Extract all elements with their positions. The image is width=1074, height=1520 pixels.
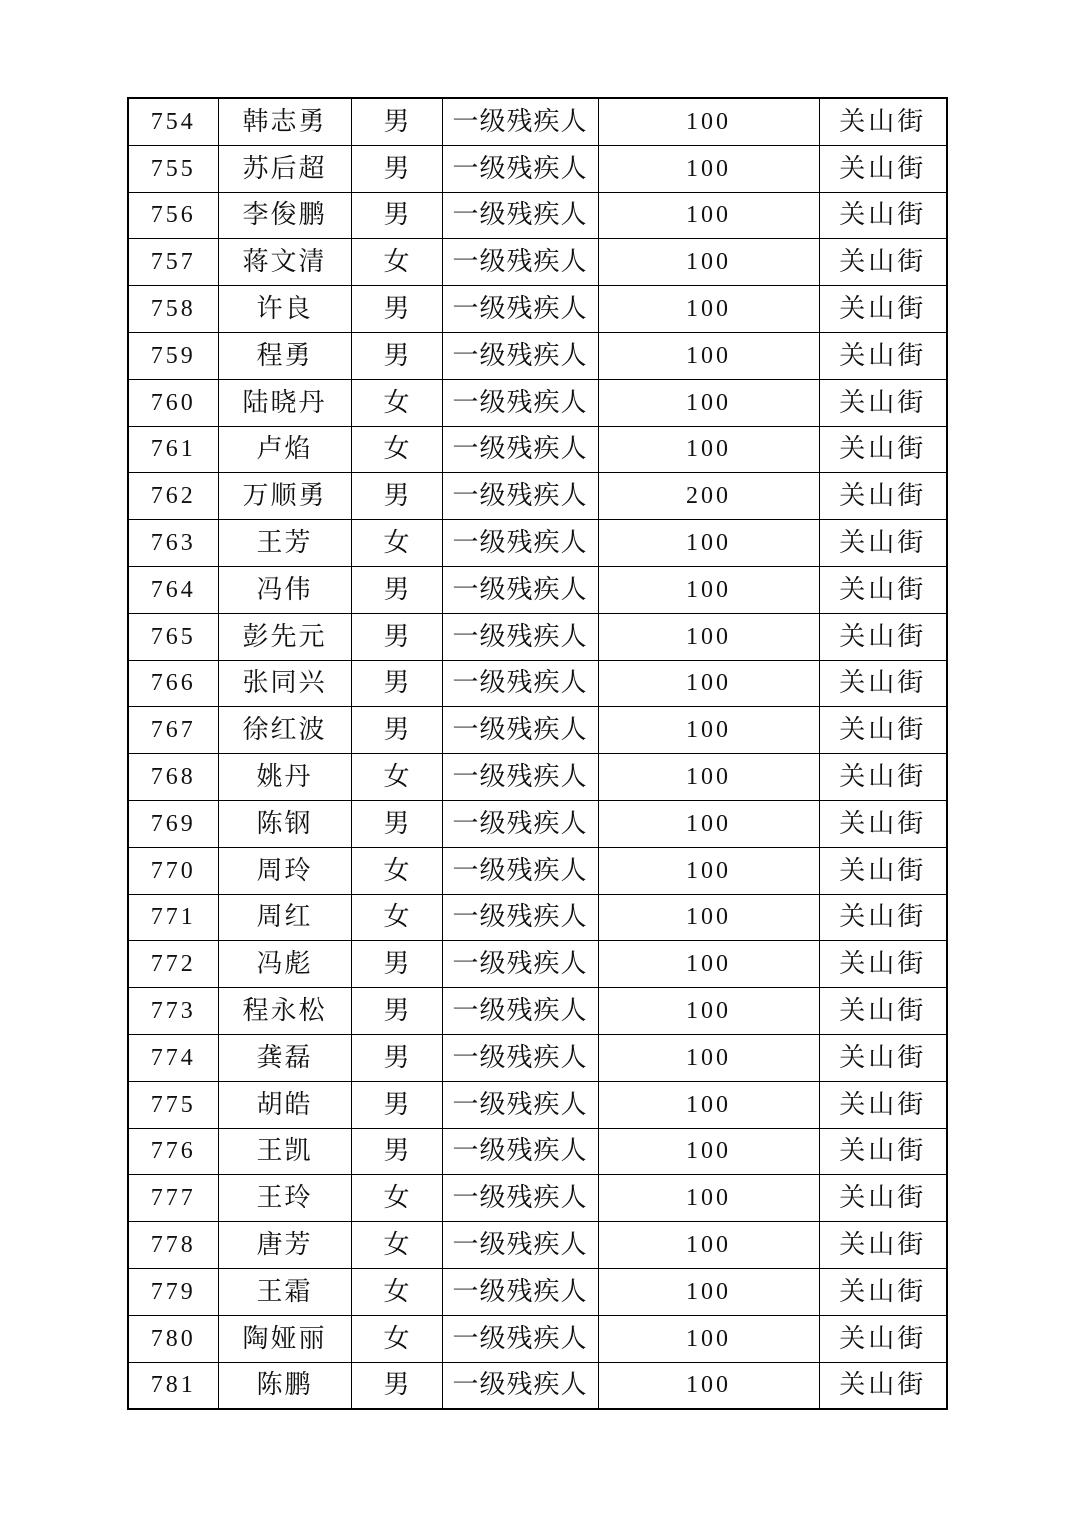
street-cell: 关山街 bbox=[819, 332, 947, 379]
table-row bbox=[128, 473, 947, 520]
street-cell: 关山街 bbox=[819, 988, 947, 1035]
name-cell: 程永松 bbox=[218, 988, 351, 1035]
street-cell: 关山街 bbox=[819, 145, 947, 192]
amount-cell: 100 bbox=[598, 660, 819, 707]
amount-cell: 100 bbox=[598, 1362, 819, 1409]
name-cell: 陈钢 bbox=[218, 800, 351, 847]
table-row bbox=[128, 1362, 947, 1409]
gender-cell: 男 bbox=[351, 1081, 442, 1128]
gender-cell: 女 bbox=[351, 379, 442, 426]
amount-cell: 100 bbox=[598, 1268, 819, 1315]
amount-cell: 100 bbox=[598, 1175, 819, 1222]
street-cell: 关山街 bbox=[819, 379, 947, 426]
table-row bbox=[128, 847, 947, 894]
gender-cell: 男 bbox=[351, 707, 442, 754]
amount-cell: 100 bbox=[598, 192, 819, 239]
gender-cell: 男 bbox=[351, 145, 442, 192]
row-number-cell: 781 bbox=[128, 1362, 218, 1409]
amount-cell: 100 bbox=[598, 1222, 819, 1269]
category-cell: 一级残疾人 bbox=[442, 566, 598, 613]
name-cell: 程勇 bbox=[218, 332, 351, 379]
street-cell: 关山街 bbox=[819, 473, 947, 520]
table-row bbox=[128, 613, 947, 660]
name-cell: 王霜 bbox=[218, 1268, 351, 1315]
name-cell: 王凯 bbox=[218, 1128, 351, 1175]
row-number-cell: 762 bbox=[128, 473, 218, 520]
gender-cell: 女 bbox=[351, 847, 442, 894]
table-row bbox=[128, 426, 947, 473]
name-cell: 冯伟 bbox=[218, 566, 351, 613]
street-cell: 关山街 bbox=[819, 1128, 947, 1175]
table-row bbox=[128, 1081, 947, 1128]
category-cell: 一级残疾人 bbox=[442, 988, 598, 1035]
table-row bbox=[128, 192, 947, 239]
name-cell: 韩志勇 bbox=[218, 98, 351, 145]
recipient-table bbox=[127, 97, 948, 1410]
row-number-cell: 773 bbox=[128, 988, 218, 1035]
row-number-cell: 779 bbox=[128, 1268, 218, 1315]
name-cell: 胡皓 bbox=[218, 1081, 351, 1128]
amount-cell: 100 bbox=[598, 847, 819, 894]
amount-cell: 100 bbox=[598, 754, 819, 801]
category-cell: 一级残疾人 bbox=[442, 98, 598, 145]
category-cell: 一级残疾人 bbox=[442, 800, 598, 847]
amount-cell: 100 bbox=[598, 145, 819, 192]
table-row bbox=[128, 1222, 947, 1269]
street-cell: 关山街 bbox=[819, 239, 947, 286]
name-cell: 陶娅丽 bbox=[218, 1315, 351, 1362]
street-cell: 关山街 bbox=[819, 1268, 947, 1315]
gender-cell: 女 bbox=[351, 1268, 442, 1315]
row-number-cell: 777 bbox=[128, 1175, 218, 1222]
row-number-cell: 757 bbox=[128, 239, 218, 286]
street-cell: 关山街 bbox=[819, 894, 947, 941]
table-row bbox=[128, 145, 947, 192]
row-number-cell: 764 bbox=[128, 566, 218, 613]
table-row bbox=[128, 941, 947, 988]
category-cell: 一级残疾人 bbox=[442, 379, 598, 426]
amount-cell: 100 bbox=[598, 941, 819, 988]
street-cell: 关山街 bbox=[819, 800, 947, 847]
category-cell: 一级残疾人 bbox=[442, 660, 598, 707]
street-cell: 关山街 bbox=[819, 566, 947, 613]
amount-cell: 100 bbox=[598, 286, 819, 333]
gender-cell: 男 bbox=[351, 613, 442, 660]
category-cell: 一级残疾人 bbox=[442, 613, 598, 660]
category-cell: 一级残疾人 bbox=[442, 707, 598, 754]
row-number-cell: 763 bbox=[128, 520, 218, 567]
table-row bbox=[128, 894, 947, 941]
gender-cell: 女 bbox=[351, 426, 442, 473]
street-cell: 关山街 bbox=[819, 520, 947, 567]
category-cell: 一级残疾人 bbox=[442, 754, 598, 801]
gender-cell: 男 bbox=[351, 473, 442, 520]
amount-cell: 200 bbox=[598, 473, 819, 520]
gender-cell: 女 bbox=[351, 894, 442, 941]
table-row bbox=[128, 1175, 947, 1222]
name-cell: 陆晓丹 bbox=[218, 379, 351, 426]
name-cell: 彭先元 bbox=[218, 613, 351, 660]
name-cell: 许良 bbox=[218, 286, 351, 333]
table-row bbox=[128, 1128, 947, 1175]
category-cell: 一级残疾人 bbox=[442, 1268, 598, 1315]
street-cell: 关山街 bbox=[819, 1175, 947, 1222]
street-cell: 关山街 bbox=[819, 1315, 947, 1362]
name-cell: 徐红波 bbox=[218, 707, 351, 754]
table-row bbox=[128, 520, 947, 567]
amount-cell: 100 bbox=[598, 1128, 819, 1175]
amount-cell: 100 bbox=[598, 894, 819, 941]
row-number-cell: 769 bbox=[128, 800, 218, 847]
name-cell: 周红 bbox=[218, 894, 351, 941]
row-number-cell: 780 bbox=[128, 1315, 218, 1362]
gender-cell: 男 bbox=[351, 286, 442, 333]
gender-cell: 男 bbox=[351, 988, 442, 1035]
name-cell: 龚磊 bbox=[218, 1034, 351, 1081]
table-row bbox=[128, 239, 947, 286]
gender-cell: 男 bbox=[351, 1128, 442, 1175]
row-number-cell: 767 bbox=[128, 707, 218, 754]
row-number-cell: 774 bbox=[128, 1034, 218, 1081]
table-row bbox=[128, 754, 947, 801]
gender-cell: 男 bbox=[351, 1362, 442, 1409]
amount-cell: 100 bbox=[598, 332, 819, 379]
name-cell: 周玲 bbox=[218, 847, 351, 894]
amount-cell: 100 bbox=[598, 800, 819, 847]
street-cell: 关山街 bbox=[819, 613, 947, 660]
name-cell: 姚丹 bbox=[218, 754, 351, 801]
street-cell: 关山街 bbox=[819, 1034, 947, 1081]
gender-cell: 男 bbox=[351, 192, 442, 239]
row-number-cell: 756 bbox=[128, 192, 218, 239]
name-cell: 蒋文清 bbox=[218, 239, 351, 286]
street-cell: 关山街 bbox=[819, 754, 947, 801]
category-cell: 一级残疾人 bbox=[442, 894, 598, 941]
row-number-cell: 754 bbox=[128, 98, 218, 145]
table-row bbox=[128, 332, 947, 379]
category-cell: 一级残疾人 bbox=[442, 941, 598, 988]
street-cell: 关山街 bbox=[819, 941, 947, 988]
table-body bbox=[128, 98, 947, 1409]
category-cell: 一级残疾人 bbox=[442, 520, 598, 567]
row-number-cell: 778 bbox=[128, 1222, 218, 1269]
gender-cell: 男 bbox=[351, 1034, 442, 1081]
amount-cell: 100 bbox=[598, 379, 819, 426]
table-row bbox=[128, 98, 947, 145]
street-cell: 关山街 bbox=[819, 707, 947, 754]
gender-cell: 女 bbox=[351, 239, 442, 286]
table-row bbox=[128, 1034, 947, 1081]
table-row bbox=[128, 800, 947, 847]
category-cell: 一级残疾人 bbox=[442, 1175, 598, 1222]
gender-cell: 男 bbox=[351, 941, 442, 988]
row-number-cell: 765 bbox=[128, 613, 218, 660]
gender-cell: 男 bbox=[351, 332, 442, 379]
table-row bbox=[128, 988, 947, 1035]
name-cell: 卢焰 bbox=[218, 426, 351, 473]
amount-cell: 100 bbox=[598, 988, 819, 1035]
category-cell: 一级残疾人 bbox=[442, 239, 598, 286]
name-cell: 冯彪 bbox=[218, 941, 351, 988]
row-number-cell: 760 bbox=[128, 379, 218, 426]
category-cell: 一级残疾人 bbox=[442, 1362, 598, 1409]
amount-cell: 100 bbox=[598, 1081, 819, 1128]
table-row bbox=[128, 1268, 947, 1315]
category-cell: 一级残疾人 bbox=[442, 1222, 598, 1269]
street-cell: 关山街 bbox=[819, 1362, 947, 1409]
amount-cell: 100 bbox=[598, 98, 819, 145]
name-cell: 苏后超 bbox=[218, 145, 351, 192]
gender-cell: 女 bbox=[351, 520, 442, 567]
category-cell: 一级残疾人 bbox=[442, 1034, 598, 1081]
category-cell: 一级残疾人 bbox=[442, 286, 598, 333]
gender-cell: 女 bbox=[351, 1315, 442, 1362]
street-cell: 关山街 bbox=[819, 847, 947, 894]
street-cell: 关山街 bbox=[819, 426, 947, 473]
row-number-cell: 768 bbox=[128, 754, 218, 801]
street-cell: 关山街 bbox=[819, 286, 947, 333]
category-cell: 一级残疾人 bbox=[442, 332, 598, 379]
street-cell: 关山街 bbox=[819, 98, 947, 145]
gender-cell: 男 bbox=[351, 98, 442, 145]
name-cell: 万顺勇 bbox=[218, 473, 351, 520]
gender-cell: 男 bbox=[351, 660, 442, 707]
amount-cell: 100 bbox=[598, 1315, 819, 1362]
row-number-cell: 772 bbox=[128, 941, 218, 988]
row-number-cell: 775 bbox=[128, 1081, 218, 1128]
table-row bbox=[128, 566, 947, 613]
name-cell: 李俊鹏 bbox=[218, 192, 351, 239]
gender-cell: 女 bbox=[351, 754, 442, 801]
street-cell: 关山街 bbox=[819, 192, 947, 239]
name-cell: 张同兴 bbox=[218, 660, 351, 707]
name-cell: 陈鹏 bbox=[218, 1362, 351, 1409]
amount-cell: 100 bbox=[598, 426, 819, 473]
street-cell: 关山街 bbox=[819, 660, 947, 707]
table-row bbox=[128, 707, 947, 754]
name-cell: 王芳 bbox=[218, 520, 351, 567]
row-number-cell: 771 bbox=[128, 894, 218, 941]
row-number-cell: 776 bbox=[128, 1128, 218, 1175]
category-cell: 一级残疾人 bbox=[442, 145, 598, 192]
row-number-cell: 758 bbox=[128, 286, 218, 333]
table-row bbox=[128, 286, 947, 333]
street-cell: 关山街 bbox=[819, 1081, 947, 1128]
gender-cell: 女 bbox=[351, 1222, 442, 1269]
category-cell: 一级残疾人 bbox=[442, 426, 598, 473]
category-cell: 一级残疾人 bbox=[442, 473, 598, 520]
name-cell: 王玲 bbox=[218, 1175, 351, 1222]
category-cell: 一级残疾人 bbox=[442, 847, 598, 894]
name-cell: 唐芳 bbox=[218, 1222, 351, 1269]
category-cell: 一级残疾人 bbox=[442, 1128, 598, 1175]
document-page bbox=[127, 97, 946, 1410]
row-number-cell: 759 bbox=[128, 332, 218, 379]
row-number-cell: 766 bbox=[128, 660, 218, 707]
row-number-cell: 761 bbox=[128, 426, 218, 473]
gender-cell: 男 bbox=[351, 566, 442, 613]
category-cell: 一级残疾人 bbox=[442, 1315, 598, 1362]
amount-cell: 100 bbox=[598, 566, 819, 613]
gender-cell: 女 bbox=[351, 1175, 442, 1222]
gender-cell: 男 bbox=[351, 800, 442, 847]
amount-cell: 100 bbox=[598, 707, 819, 754]
amount-cell: 100 bbox=[598, 520, 819, 567]
table-row bbox=[128, 660, 947, 707]
amount-cell: 100 bbox=[598, 1034, 819, 1081]
street-cell: 关山街 bbox=[819, 1222, 947, 1269]
table-row bbox=[128, 1315, 947, 1362]
amount-cell: 100 bbox=[598, 613, 819, 660]
amount-cell: 100 bbox=[598, 239, 819, 286]
row-number-cell: 770 bbox=[128, 847, 218, 894]
row-number-cell: 755 bbox=[128, 145, 218, 192]
category-cell: 一级残疾人 bbox=[442, 192, 598, 239]
table-row bbox=[128, 379, 947, 426]
category-cell: 一级残疾人 bbox=[442, 1081, 598, 1128]
